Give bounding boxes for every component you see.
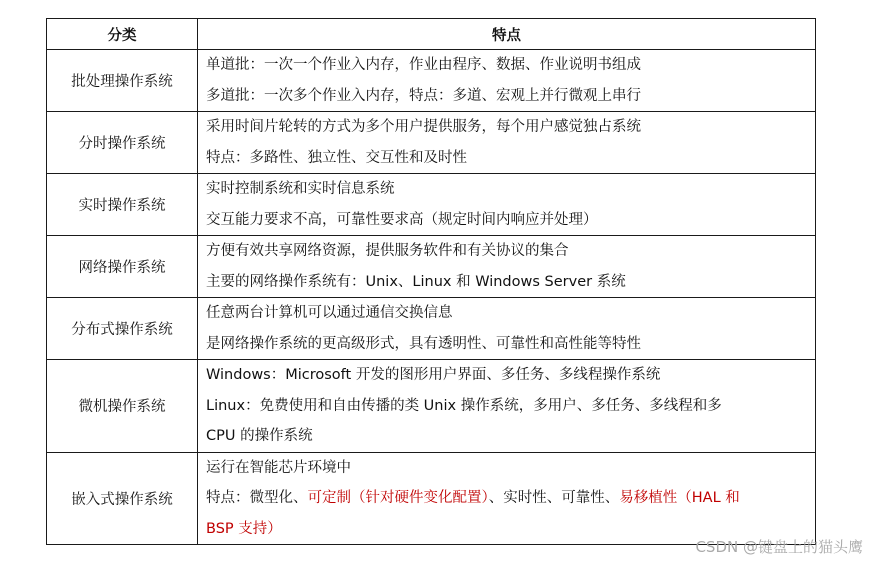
features-cell — [198, 174, 816, 236]
table-row — [47, 50, 816, 112]
feature-line — [206, 112, 809, 143]
highlighted-text: 可定制（针对硬件变化配置） — [307, 490, 489, 506]
feature-text: 特点：微型化、 — [206, 490, 308, 506]
feature-line — [206, 143, 809, 174]
feature-text: CPU 的操作系统 — [206, 428, 313, 444]
features-cell — [198, 360, 816, 453]
table-row — [47, 298, 816, 360]
category-cell: 分布式操作系统 — [47, 298, 198, 360]
category-cell: 批处理操作系统 — [47, 50, 198, 112]
features-cell — [198, 112, 816, 174]
table-row — [47, 112, 816, 174]
header-features: 特点 — [198, 19, 816, 50]
table-row — [47, 452, 816, 545]
feature-text: 、实时性、可靠性、 — [488, 490, 620, 506]
feature-text: 运行在智能芯片环境中 — [206, 459, 351, 476]
features-cell — [198, 452, 816, 545]
category-cell: 网络操作系统 — [47, 236, 198, 298]
feature-text: 采用时间片轮转的方式为多个用户提供服务，每个用户感觉独占系统 — [206, 119, 641, 135]
feature-text: 任意两台计算机可以通过通信交换信息 — [206, 305, 453, 321]
feature-text: 方便有效共享网络资源，提供服务软件和有关协议的集合 — [206, 243, 569, 259]
category-cell: 实时操作系统 — [47, 174, 198, 236]
highlighted-text: 易移植性（HAL 和 — [619, 490, 740, 506]
feature-line — [206, 298, 809, 329]
feature-line — [206, 81, 809, 112]
category-cell: 嵌入式操作系统 — [47, 452, 198, 545]
feature-line — [206, 329, 809, 360]
feature-line — [206, 453, 809, 484]
feature-text: 是网络操作系统的更高级形式，具有透明性、可靠性和高性能等特性 — [206, 335, 641, 352]
feature-text: 特点：多路性、独立性、交互性和及时性 — [206, 149, 467, 166]
feature-text: Windows：Microsoft 开发的图形用户界面、多任务、多线程操作系统 — [206, 367, 661, 383]
table-row — [47, 236, 816, 298]
highlighted-text: BSP 支持） — [206, 520, 282, 537]
table-row — [47, 174, 816, 236]
feature-text: 交互能力要求不高，可靠性要求高（规定时间内响应并处理） — [206, 211, 598, 228]
header-category: 分类 — [47, 19, 198, 50]
feature-line — [206, 421, 809, 452]
feature-line — [206, 174, 809, 205]
os-types-table — [46, 18, 816, 545]
feature-line — [206, 483, 809, 514]
feature-line — [206, 391, 809, 422]
features-cell — [198, 298, 816, 360]
feature-line — [206, 267, 809, 298]
feature-line — [206, 205, 809, 236]
table-row — [47, 360, 816, 453]
table-body — [47, 50, 816, 545]
feature-text: Linux：免费使用和自由传播的类 Unix 操作系统，多用户、多任务、多线程和多 — [206, 397, 722, 414]
features-cell — [198, 236, 816, 298]
feature-line — [206, 236, 809, 267]
table-header-row — [47, 19, 816, 50]
watermark: CSDN @键盘上的猫头鹰 — [695, 538, 863, 556]
feature-text: 单道批：一次一个作业入内存，作业由程序、数据、作业说明书组成 — [206, 57, 641, 73]
category-cell: 微机操作系统 — [47, 360, 198, 453]
feature-text: 主要的网络操作系统有：Unix、Linux 和 Windows Server 系统 — [206, 273, 626, 290]
features-cell — [198, 50, 816, 112]
feature-text: 实时控制系统和实时信息系统 — [206, 181, 395, 197]
feature-line — [206, 50, 809, 81]
feature-line — [206, 360, 809, 391]
category-cell: 分时操作系统 — [47, 112, 198, 174]
feature-text: 多道批：一次多个作业入内存，特点：多道、宏观上并行微观上串行 — [206, 87, 641, 104]
